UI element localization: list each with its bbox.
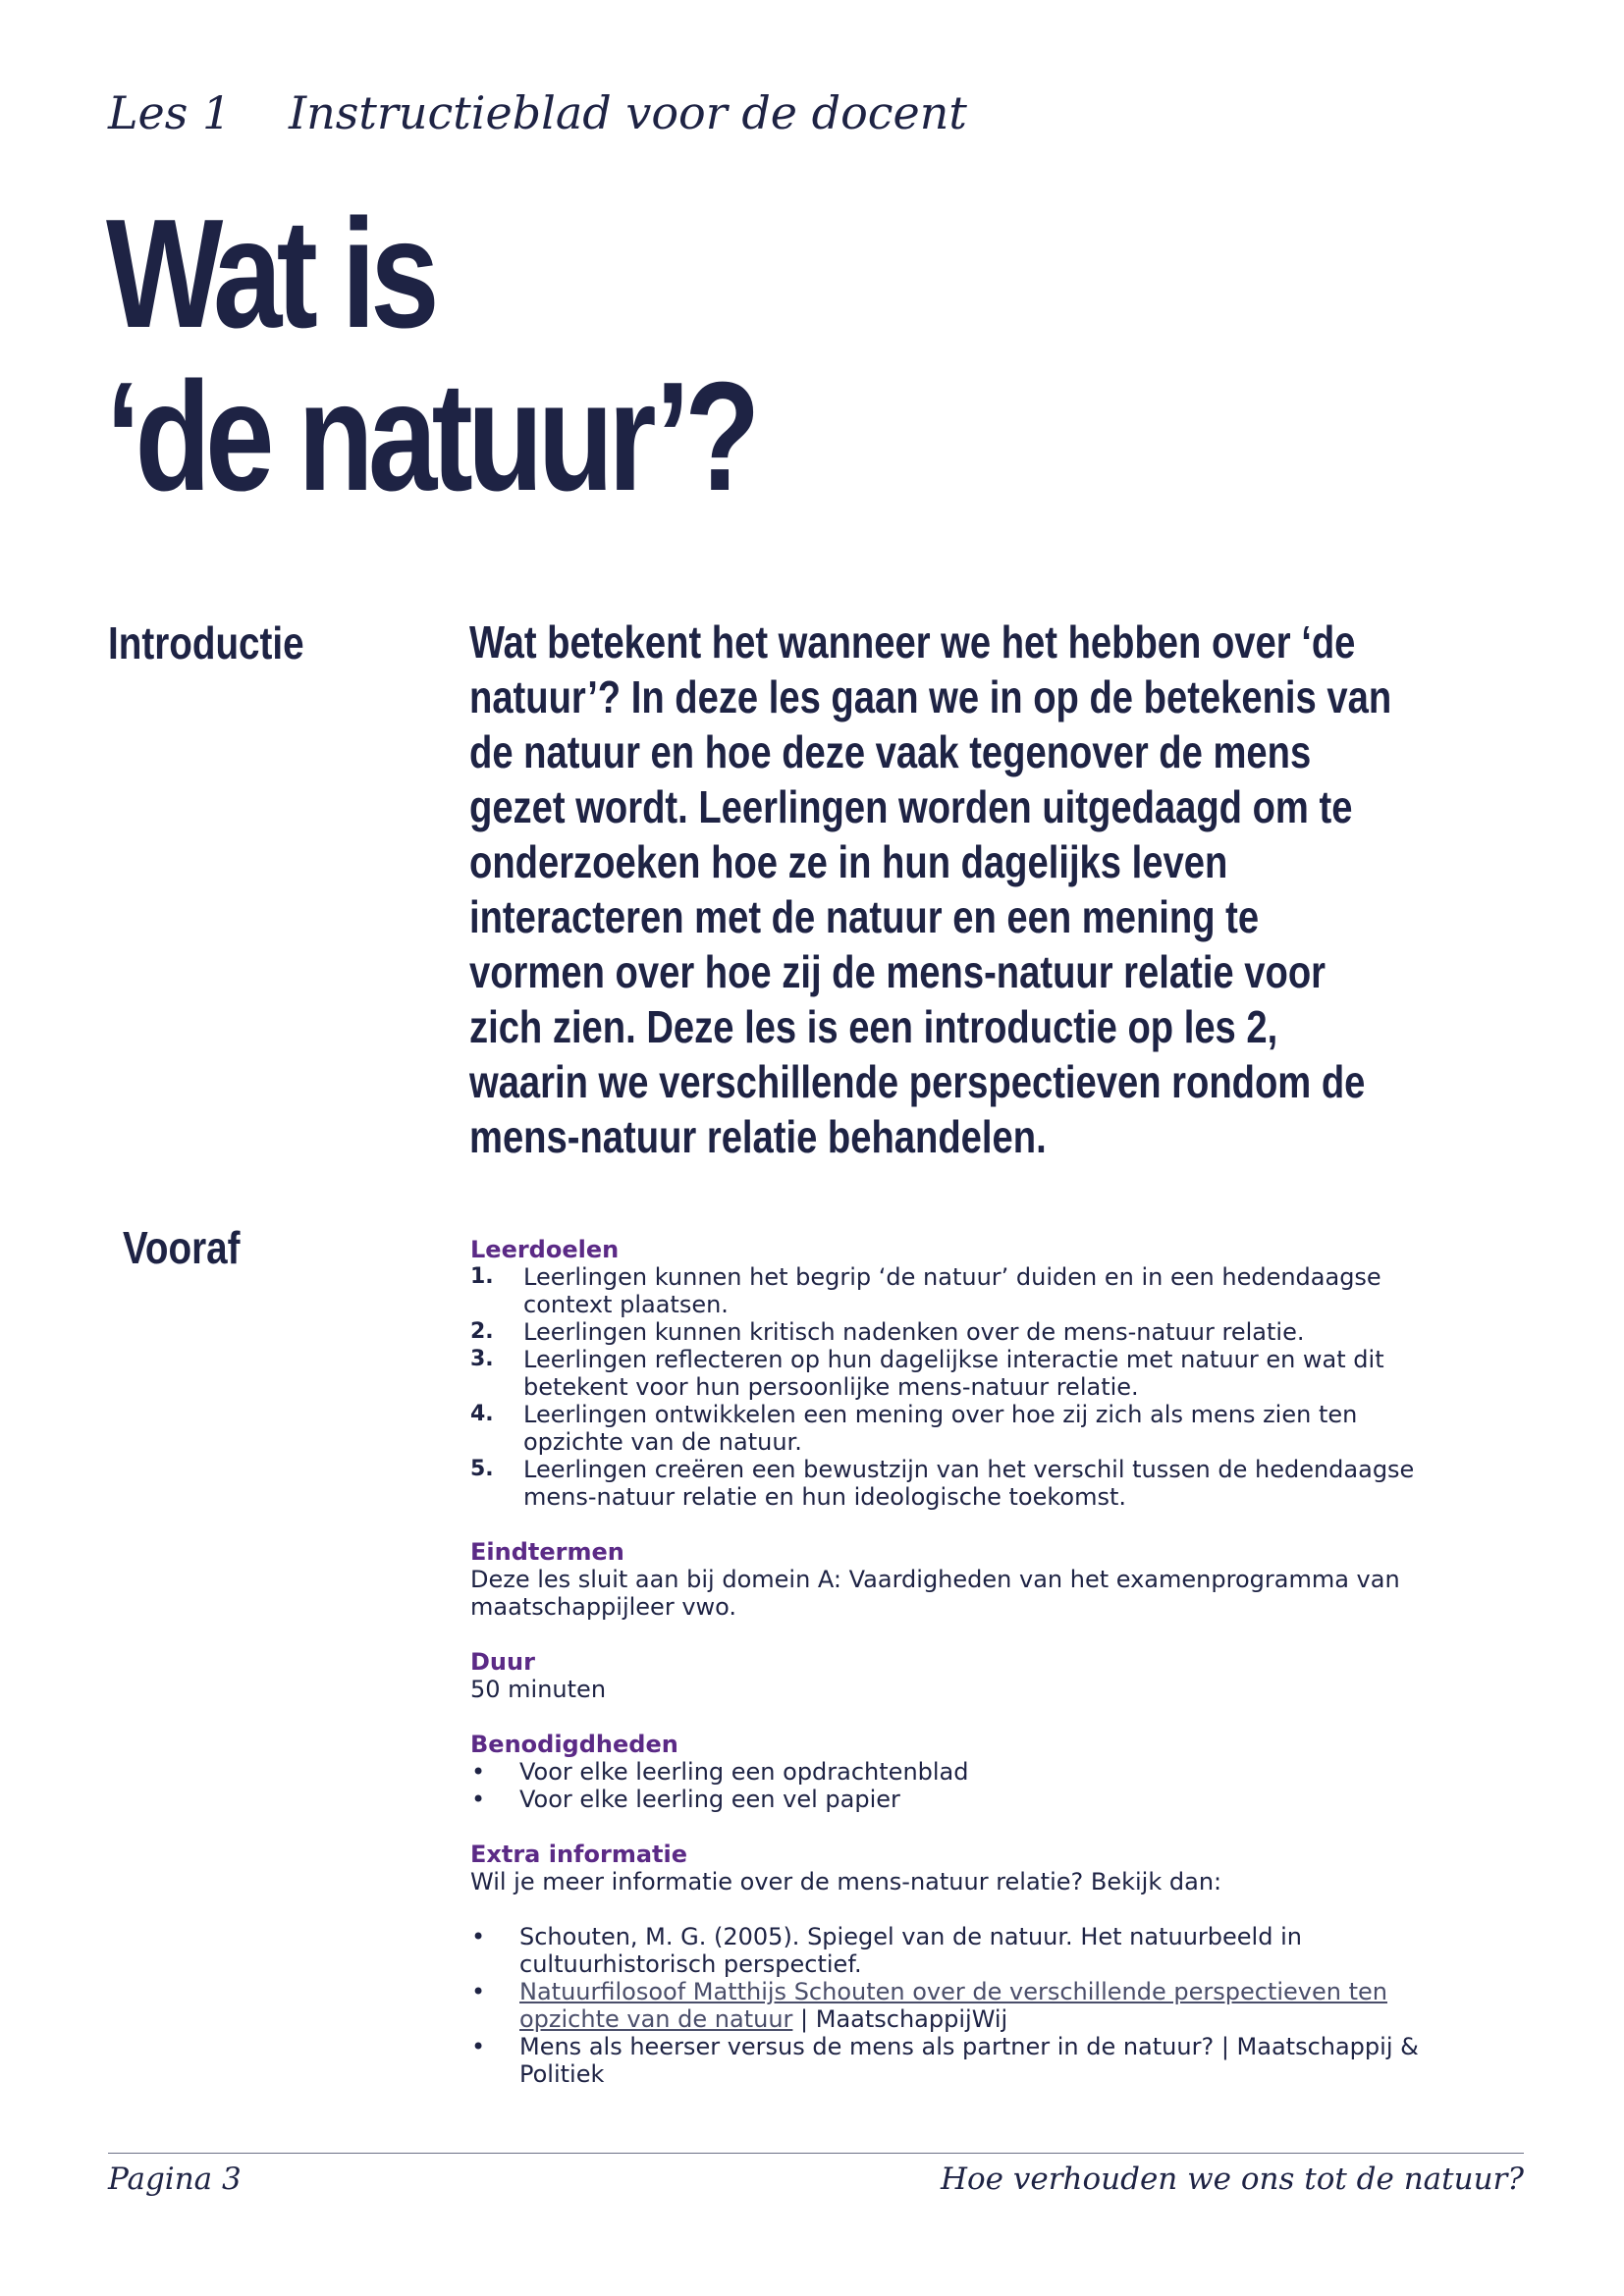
duur-heading: Duur [470, 1648, 535, 1676]
list-text: Leerlingen creëren een bewustzijn van het verschil tussen de hedendaagse mens-natuur relatie en hun ideologische toekomst. [523, 1456, 1415, 1511]
reference-link[interactable]: Natuurfilosoof Matthijs Schouten over de verschillende perspectieven ten opzichte van de natuur [519, 1978, 1387, 2033]
list-item [470, 1263, 1433, 1318]
duur-section [470, 1648, 1433, 1703]
bullet-icon: • [471, 1758, 486, 1786]
list-text: Voor elke leerling een opdrachtenblad [519, 1758, 969, 1786]
list-item [470, 1318, 1433, 1346]
leerdoelen-list [470, 1263, 1433, 1511]
page-title [106, 187, 755, 523]
bullet-icon: • [471, 1786, 486, 1813]
list-item [470, 1346, 1433, 1401]
list-number: 1. [470, 1264, 494, 1289]
reference-source: | MaatschappijWij [792, 2005, 1008, 2033]
extra-info-section [470, 1841, 1433, 2088]
list-number: 5. [470, 1457, 494, 1481]
title-line-2: ‘de natuur’? [106, 350, 755, 523]
eindtermen-section [470, 1538, 1433, 1621]
list-item [470, 2033, 1433, 2088]
list-item [470, 1786, 1433, 1813]
benodigdheden-section [470, 1731, 1433, 1813]
vooraf-content [470, 1236, 1433, 2115]
list-number: 4. [470, 1402, 494, 1426]
vooraf-label: Vooraf [123, 1222, 241, 1273]
lesson-number: Les 1 [108, 86, 232, 139]
title-line-1: Wat is [106, 187, 434, 360]
benodigdheden-heading: Benodigdheden [470, 1731, 678, 1758]
reference-text: Mens als heerser versus de mens als partner in de natuur? | Maatschappij & Politiek [519, 2033, 1419, 2088]
list-item [470, 1758, 1433, 1786]
header-subtitle: Instructieblad voor de docent [289, 86, 967, 139]
bullet-icon: • [471, 1978, 486, 2005]
page-number: Pagina 3 [108, 2162, 242, 2197]
benodigdheden-list [470, 1758, 1433, 1813]
extra-info-heading: Extra informatie [470, 1841, 687, 1868]
reference-text: Schouten, M. G. (2005). Spiegel van de natuur. Het natuurbeeld in cultuurhistorisch perspectief. [519, 1923, 1302, 1978]
list-item [470, 1978, 1433, 2033]
footer-series-title: Hoe verhouden we ons tot de natuur? [940, 2162, 1524, 2197]
eindtermen-text: Deze les sluit aan bij domein A: Vaardigheden van het examenprogramma van maatschappijleer vwo. [470, 1566, 1400, 1621]
duur-text: 50 minuten [470, 1676, 607, 1703]
list-number: 3. [470, 1347, 494, 1371]
bullet-icon: • [471, 1923, 486, 1950]
page-header [108, 86, 967, 139]
list-item [470, 1923, 1433, 1978]
eindtermen-heading: Eindtermen [470, 1538, 624, 1566]
introduction-label: Introductie [108, 617, 304, 668]
list-number: 2. [470, 1319, 494, 1344]
reference-list [470, 1923, 1433, 2088]
list-text: Leerlingen ontwikkelen een mening over hoe zij zich als mens zien ten opzichte van de natuur. [523, 1401, 1358, 1456]
list-text: Leerlingen reflecteren op hun dagelijkse interactie met natuur en wat dit betekent voor hun persoonlijke mens-natuur relatie. [523, 1346, 1384, 1401]
leerdoelen-heading: Leerdoelen [470, 1236, 620, 1263]
extra-info-intro: Wil je meer informatie over de mens-natuur relatie? Bekijk dan: [470, 1868, 1222, 1896]
list-text: Voor elke leerling een vel papier [519, 1786, 900, 1813]
list-text: Leerlingen kunnen het begrip ‘de natuur’ duiden en in een hedendaagse context plaatsen. [523, 1263, 1381, 1318]
list-text: Leerlingen kunnen kritisch nadenken over de mens-natuur relatie. [523, 1318, 1305, 1346]
list-item [470, 1456, 1433, 1511]
bullet-icon: • [471, 2033, 486, 2060]
list-item [470, 1401, 1433, 1456]
leerdoelen-section [470, 1236, 1433, 1511]
introduction-text: Wat betekent het wanneer we het hebben over ‘de natuur’? In deze les gaan we in op de betekenis van de natuur en hoe deze vaak tegenover de mens gezet wordt. Leerlingen worden uitgedaagd om te onderzoeken hoe ze in hun dagelijks leven interacteren met de natuur en een mening te vormen over hoe zij de mens-natuur relatie voor zich zien. Deze les is een introductie op les 2, waarin we verschillende perspectieven rondom de mens-natuur relatie behandelen. [469, 616, 1392, 1162]
footer-divider [108, 2153, 1524, 2154]
